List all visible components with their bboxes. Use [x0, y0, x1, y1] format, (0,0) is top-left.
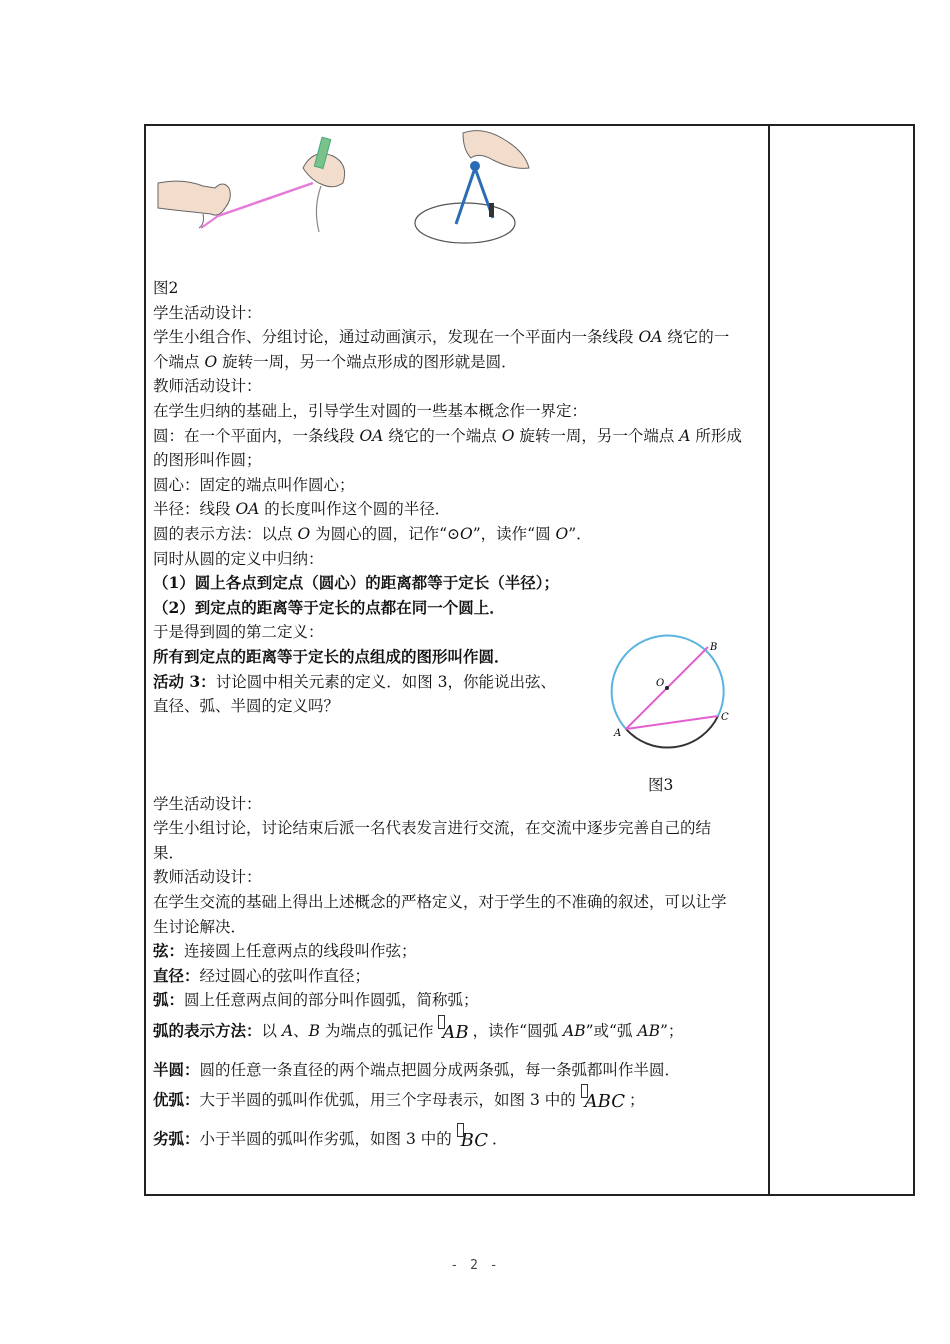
text-span: 讨论圆中相关元素的定义．如图 3，你能说出弦、 [215, 672, 556, 691]
text-line: 的图形叫作圆； [153, 451, 262, 470]
conclusion-1: （1）圆上各点到定点（圆心）的距离都等于定长（半径）； [153, 573, 560, 593]
text-span: 圆的任意一条直径的两个端点把圆分成两条弧，每一条弧都叫作半圆． [199, 1060, 681, 1079]
text-span: ”； [659, 1022, 684, 1041]
text-span: 为圆心的圆，记作“⊙ [310, 524, 460, 543]
var-b: B [308, 1022, 321, 1041]
circle-notation [153, 522, 763, 547]
activity-3-label: 活动 3： [153, 671, 216, 691]
text-span: 小于半圆的弧叫作劣弧，如图 3 中的 [199, 1129, 457, 1148]
text-span: ，读作“圆弧 [472, 1022, 564, 1041]
arc-definition [153, 988, 763, 1013]
var-o: O [460, 524, 473, 543]
semicircle-definition [153, 1058, 763, 1083]
text-line: 在学生交流的基础上得出上述概念的严格定义，对于学生的不准确的叙述，可以让学 [153, 893, 727, 912]
var-ab: AB [563, 1022, 586, 1041]
conclusion-2: （2）到定点的距离等于定长的点都在同一个圆上． [153, 597, 505, 617]
var-oa: OA [359, 426, 384, 445]
point-label-o: O [656, 678, 665, 689]
minor-arc-definition [153, 1127, 763, 1154]
circle-definition [153, 424, 763, 449]
teacher-activity-heading: 教师活动设计： [153, 868, 262, 887]
figure-2-illustration [153, 128, 763, 276]
var-oa: OA [638, 328, 663, 347]
text-line: 果． [153, 843, 185, 862]
text-span: ； [629, 1091, 645, 1110]
text-line: 同时从圆的定义中归纳： [153, 549, 324, 568]
text-span: ”． [568, 524, 592, 543]
text-span: 大于半圆的弧叫作优弧，用三个字母表示，如图 3 中的 [199, 1091, 581, 1110]
radius-definition [153, 497, 763, 522]
table-column-divider [768, 124, 770, 1196]
figure-2-svg [153, 128, 763, 276]
student-activity-heading: 学生活动设计： [153, 794, 262, 813]
figure-3-svg [608, 628, 748, 778]
text-span: 、 [293, 1022, 309, 1041]
text-span: 为端点的弧记作 [320, 1022, 439, 1041]
text-line: 生讨论解决． [153, 917, 247, 936]
arc-ab-text: AB [442, 1022, 469, 1044]
text-line: 于是得到圆的第二定义： [153, 623, 324, 642]
arc-bc-symbol [457, 1129, 492, 1154]
arc-bc-text: BC [460, 1129, 489, 1151]
text-line: 在学生归纳的基础上，引导学生对圆的一些基本概念作一界定： [153, 401, 588, 420]
var-o: O [501, 426, 515, 445]
arc-ab-symbol [438, 1021, 472, 1046]
arc-abc-symbol [581, 1090, 629, 1115]
arc-abc-text: ABC [584, 1091, 626, 1113]
var-o: O [555, 524, 569, 543]
var-oa: OA [235, 500, 260, 519]
var-ab: AB [637, 1022, 660, 1041]
var-o: O [297, 524, 311, 543]
term-label: 直径： [153, 965, 200, 985]
text-span: 学生小组合作、分组讨论，通过动画演示，发现在一个平面内一条线段 [153, 328, 639, 347]
term-label: 优弧： [153, 1090, 200, 1110]
second-definition: 所有到定点的距离等于定长的点组成的图形叫作圆． [153, 646, 510, 666]
figure-2-label: 图2 [153, 279, 179, 297]
text-span: 的长度叫作这个圆的半径． [259, 500, 451, 519]
figure-3-label: 图3 [648, 776, 674, 794]
center-definition: 圆心：固定的端点叫作圆心； [153, 475, 355, 494]
term-label: 半圆： [153, 1059, 200, 1079]
term-label: 弧： [153, 990, 185, 1010]
text-span: 半径：线段 [153, 500, 236, 519]
text-span: 以 [261, 1022, 282, 1041]
page-number: - 2 - [450, 1258, 500, 1273]
term-label: 弦： [153, 941, 185, 961]
text-line: 直径、弧、半圆的定义吗？ [153, 697, 340, 716]
text-span: 旋转一周，另一个端点形成的图形就是圆． [217, 352, 517, 371]
point-label-a: A [614, 728, 622, 739]
text-span: 绕它的一 [662, 328, 730, 347]
text-span: 圆上任意两点间的部分叫作圆弧，简称弧； [184, 991, 479, 1010]
text-span: 经过圆心的弦叫作直径； [199, 966, 371, 985]
var-o: O [204, 352, 218, 371]
term-label: 弧的表示方法： [153, 1021, 262, 1041]
text-line [153, 350, 763, 375]
text-span: 连接圆上任意两点的线段叫作弦； [184, 942, 417, 961]
var-a: A [679, 426, 691, 445]
text-span: 旋转一周，另一个端点 [514, 426, 680, 445]
var-a: A [281, 1022, 294, 1041]
teacher-activity-heading: 教师活动设计： [153, 377, 262, 396]
text-span: ”，读作“圆 [472, 524, 556, 543]
text-span: 圆：在一个平面内，一条线段 [153, 426, 360, 445]
term-label: 劣弧： [153, 1128, 200, 1148]
text-span: 所形成 [690, 426, 742, 445]
student-activity-heading: 学生活动设计： [153, 303, 262, 322]
text-span: ”或“弧 [585, 1022, 638, 1041]
text-span: 圆的表示方法：以点 [153, 524, 298, 543]
arc-notation [153, 1019, 763, 1046]
figure-3-circle [608, 628, 748, 778]
text-span: ． [492, 1129, 508, 1148]
major-arc-definition [153, 1088, 763, 1115]
chord-definition [153, 939, 763, 964]
text-span: 绕它的一个端点 [383, 426, 502, 445]
lesson-content [153, 128, 763, 1153]
diameter-definition [153, 964, 763, 989]
text-line: 学生小组讨论，讨论结束后派一名代表发言进行交流，在交流中逐步完善自己的结 [153, 819, 712, 838]
text-span: 个端点 [153, 352, 205, 371]
text-line [153, 325, 763, 350]
point-label-c: C [721, 712, 729, 723]
point-label-b: B [710, 642, 718, 653]
